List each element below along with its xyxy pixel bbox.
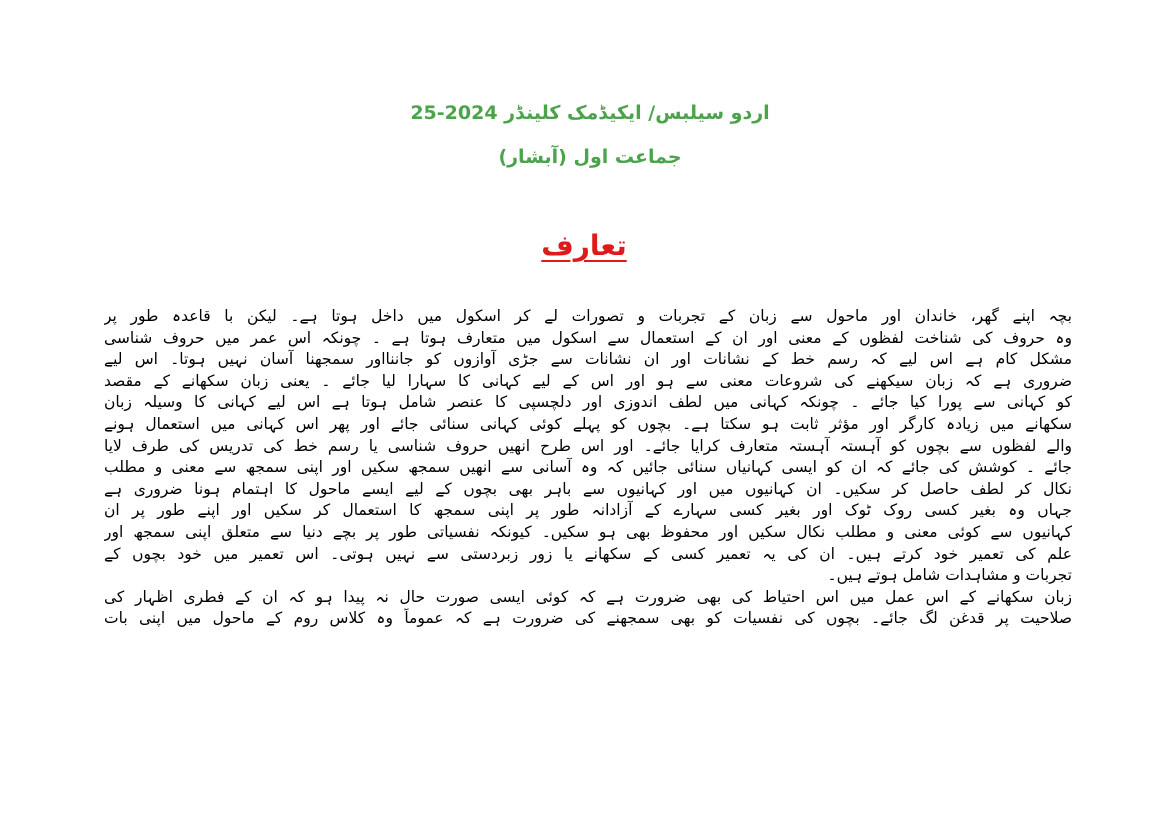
paragraph-line: زبان سکھانے کے اس عمل میں اس احتیاط کی بھی ضرورت ہے کہ کوئی ایسی صورت حال نہ پیدا ہو کہ ان کے فطری اظہار کی (104, 587, 1072, 606)
paragraph-line: تجربات و مشاہدات شامل ہوتے ہیں۔ (827, 566, 1072, 585)
paragraph-line: جہاں وہ بغیر کسی روک ٹوک اور بغیر کسی سہارے کے آزادانہ طور پر اپنی سمجھ کا استعمال کر سکیں اور اپنے طور پر ان (104, 501, 1072, 520)
paragraph-line: بچہ اپنے گھر، خاندان اور ماحول سے زبان کے تجربات و تصورات لے کر اسکول میں داخل ہوتا ہے۔ لیکن با قاعدہ طور پر (104, 307, 1072, 325)
paragraph-line: نکال کر لطف حاصل کر سکیں۔ ان کہانیوں میں اور کہانیوں سے باہر بھی بچوں کے لیے ایسے ماحول کا اہتمام ہونا ضروری ہے (104, 479, 1072, 498)
class-subtitle: جماعت اول (آبشار) (498, 146, 682, 168)
paragraph-line: علم کی تعمیر خود کرتے ہیں۔ ان کی یہ تعمیر کسی کے سکھانے یا زور زبردستی سے نہیں ہوتی۔ اس تعمیر میں خود بچوں کے (104, 544, 1072, 563)
introduction-paragraph (104, 306, 1072, 630)
section-heading-introduction: تعارف (541, 229, 627, 262)
paragraph-line: کو کہانی سے پورا کیا جائے ۔ چونکہ کہانی میں لطف اندوزی اور دلچسپی کا عنصر شامل ہوتا ہے اس لیے کہانی کا وسیلہ زبان (104, 393, 1072, 412)
document-title: اردو سیلبس/ ایکیڈمک کلینڈر 2024-25 (410, 102, 770, 124)
paragraph-line: مشکل کام ہے اس لیے کہ رسم خط کے نشانات اور ان نشانات سے جڑی آوازوں کو جاننااور سمجھنا آسان نہیں ہوتا۔ اس لیے (104, 350, 1072, 369)
paragraph-line: والے لفظوں سے بچوں کو آہستہ آہستہ متعارف کرایا جائے۔ اور اس طرح انھیں حروف شناسی یا رسم خط کی تدریس کی طرف لایا (104, 436, 1072, 455)
paragraph-line: سکھانے میں زیادہ کارگر اور مؤثر ثابت ہو سکتا ہے۔ بچوں کو پہلے کوئی کہانی سنائی جائے اور پھر اس کہانی میں استعمال ہونے (104, 414, 1072, 433)
paragraph-line: ضروری ہے کہ زبان سیکھنے کی شروعات معنی سے ہو اور اس کے لیے کہانی کا سہارا لیا جائے ۔ یعنی زبان سکھانے کے مقصد (104, 371, 1072, 390)
paragraph-line: کہانیوں سے کوئی معنی و مطلب نکال سکیں اور محفوظ بھی ہو سکیں۔ کیونکہ نفسیاتی طور پر بچے دنیا سے متعلق اپنی سمجھ اور (104, 522, 1072, 541)
paragraph-line: جائے ۔ کوشش کی جائے کہ ان کو ایسی کہانیاں سنائی جائیں کہ وہ آسانی سے انھیں سمجھ سکیں اور اپنی سمجھ سے معنی و مطلب (104, 458, 1072, 477)
paragraph-line: صلاحیت پر قدغن لگ جائے۔ بچوں کی نفسیات کو بھی سمجھنے کی ضرورت ہے کہ عموماً وہ کلاس روم کے ماحول میں اپنی بات (104, 609, 1072, 628)
paragraph-line: وہ حروف کی شناخت لفظوں کے معنی اور ان کے استعمال سے اسکول میں متعارف ہوتا ہے ۔ چونکہ اس عمر میں حروف شناسی (104, 328, 1072, 347)
